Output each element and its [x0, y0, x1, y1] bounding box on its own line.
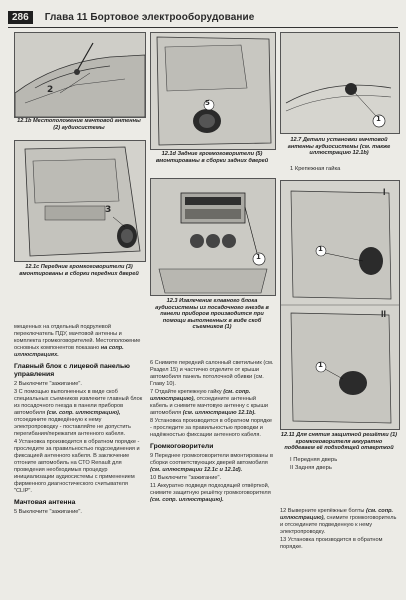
callout-1-top: 1 [318, 245, 323, 253]
legend-item: II Задняя дверь [290, 465, 332, 471]
speaker-grille-illustration [281, 181, 399, 429]
step-7-ref: (см. сопр. иллюстрацию), [150, 389, 251, 402]
step-11-text: 11 Аккуратно подведя подходящей отвёрткой, снимите защитную решётку громкоговорителя [150, 483, 271, 496]
caption-12-1c [14, 264, 144, 277]
rear-door-illustration [151, 33, 275, 149]
step-7-text: 7 Отдайте крепежную гайку [150, 389, 222, 395]
car-roof-illustration [15, 33, 145, 117]
caption-12-7 [280, 137, 398, 157]
step-9-text: 9 Переднее громкоговорители вмонтированы в сборки соответствующих дверей автомобиля [150, 453, 273, 466]
legend-12-11 [290, 456, 337, 472]
caption-12-11 [280, 432, 398, 452]
step-3-ref: (см. сопр. иллюстрацию), [46, 410, 121, 416]
step-12-tail: снимите громкоговоритель и отсоедините подведенную к нему электропроводку. [280, 515, 397, 535]
step-5: 5 Выключите "зажигание". [14, 509, 82, 515]
step-11-ref: (см. сопр. иллюстрацию). [150, 497, 224, 503]
caption-text: Передние громкоговорители (3) вмонтированы в сборки передних дверей [19, 264, 139, 277]
figure-rear-speakers [150, 32, 276, 150]
text-column-3 [280, 508, 398, 552]
intro-ref: на сопр. иллюстрациях. [14, 345, 124, 358]
caption-text: Местоположение мачтовой антенны (2) аудиосистемы [33, 118, 141, 131]
figure-antenna-location [14, 32, 146, 118]
caption-number: 12.11 [280, 432, 295, 438]
caption-number: 12.1b [17, 118, 32, 124]
step-13: 13 Установка производится в обратном порядке. [280, 537, 383, 550]
figure-speaker-grille [280, 180, 400, 430]
caption-number: 12.7 [290, 137, 302, 143]
callout-3: 3 [105, 205, 112, 215]
step-3-text: 3 С помощью выполненных в виде скоб специальных съемников извлеките главный блок из посадочного гнезда в панели приборов автомобиля [14, 389, 143, 416]
caption-number: 12.1c [25, 264, 40, 270]
head-unit-illustration [151, 179, 275, 295]
step-12-ref: (см. сопр. иллюстрацию), [280, 508, 394, 521]
chapter-title: Глава 11 Бортовое электрооборудование [44, 11, 255, 23]
step-12-text: 12 Выверните крепёжные болты [280, 508, 365, 514]
caption-text: Извлечение главного блока аудиосистемы из посадочного гнезда в панели приборов производится при помощи выполненных в виде скоб съемников (1) [155, 298, 269, 331]
step-7-tail: отсоедините антенный кабель и снимите мачтовую антенну с крыши автомобиля [150, 396, 268, 416]
figure-head-unit [150, 178, 276, 296]
page-number: 286 [8, 11, 33, 24]
heading-main-unit: Главный блок с лицевой панелью управления [14, 363, 130, 378]
step-12 [280, 508, 398, 536]
text-column-1 [14, 324, 146, 517]
caption-tail: (см. также иллюстрацию 12.1b) [309, 143, 391, 157]
step-6: 6 Снимите передний салонный светильник (см. Раздел 15) и частично отделите от крыши автомобиля панель потолочной обивки (см. Главу 10). [150, 360, 274, 387]
caption-12-1b [14, 118, 144, 131]
step-3-tail: отсоедините подведённую к нему электропроводку - поставляйте не допустить перегибания/пережатия антенного кабеля. [14, 417, 131, 437]
step-8: 8 Установка производится в обратном порядке - проследите за правильностью проводки и надёжностью фиксации антенного кабеля. [150, 418, 272, 438]
caption-text: Детали установки мачтовой антенны аудиосистемы [287, 137, 388, 150]
heading-antenna: Мачтовая антенна [14, 499, 76, 506]
step-2: 2 Выключите "зажигание". [14, 381, 82, 387]
page-header [8, 8, 400, 26]
step-11 [150, 483, 274, 504]
callout-1-bottom: 1 [318, 361, 323, 369]
caption-text: Для снятия защитной решётки (1) громкоговорителя аккуратно поддеваем её подходящей отверткой [284, 432, 398, 452]
callout-1: 1 [256, 253, 261, 261]
panel-label-ii: II [381, 309, 387, 319]
legend-item: 1 Крепежная гайка [290, 166, 341, 172]
callout-2: 2 [47, 85, 54, 95]
antenna-mount-illustration [281, 33, 399, 133]
figure-front-speakers [14, 140, 146, 262]
text-column-2 [150, 360, 274, 505]
caption-number: 12.3 [166, 298, 178, 304]
step-7-ref-2: (см. иллюстрацию 12.1b). [182, 410, 256, 416]
header-rule [8, 27, 398, 28]
step-9 [150, 453, 274, 474]
intro-paragraph [14, 324, 146, 359]
figure-antenna-mount [280, 32, 400, 134]
callout-5: 5 [205, 99, 210, 107]
intro-text: мещенных на отдельный подрулевой переключатель ПДУ, мачтовой антенны и комплекта громкоговорителей. Местоположение основных компонентов показано [14, 324, 141, 351]
caption-text: Задние громкоговорители (5) вмонтированы в сборки задних дверей [155, 151, 269, 164]
step-9-ref: (см. иллюстрации 12.1c и 12.1d). [150, 467, 243, 473]
step-10: 10 Выключите "зажигание". [150, 475, 221, 481]
legend-12-7 [290, 165, 340, 173]
caption-12-3 [150, 298, 274, 331]
panel-label-i: I [383, 187, 386, 197]
legend-item: I Передняя дверь [290, 457, 338, 463]
step-3 [14, 389, 146, 438]
heading-speakers: Громкоговорители [150, 443, 214, 450]
step-7 [150, 389, 274, 417]
front-door-illustration [15, 141, 145, 261]
callout-1: 1 [376, 115, 381, 123]
step-4: 4 Установка производится в обратном порядке - проследите за правильностью подсоединения и фиксацией антенного кабеля. В заключение отгоните автомобиль на СТО Renault для проведения необходимых процедур инициализации аудиосистемы с применением фирменного диагностического считывателя "CLIP". [14, 439, 140, 494]
caption-number: 12.1d [161, 151, 176, 157]
caption-12-1d [150, 151, 274, 164]
